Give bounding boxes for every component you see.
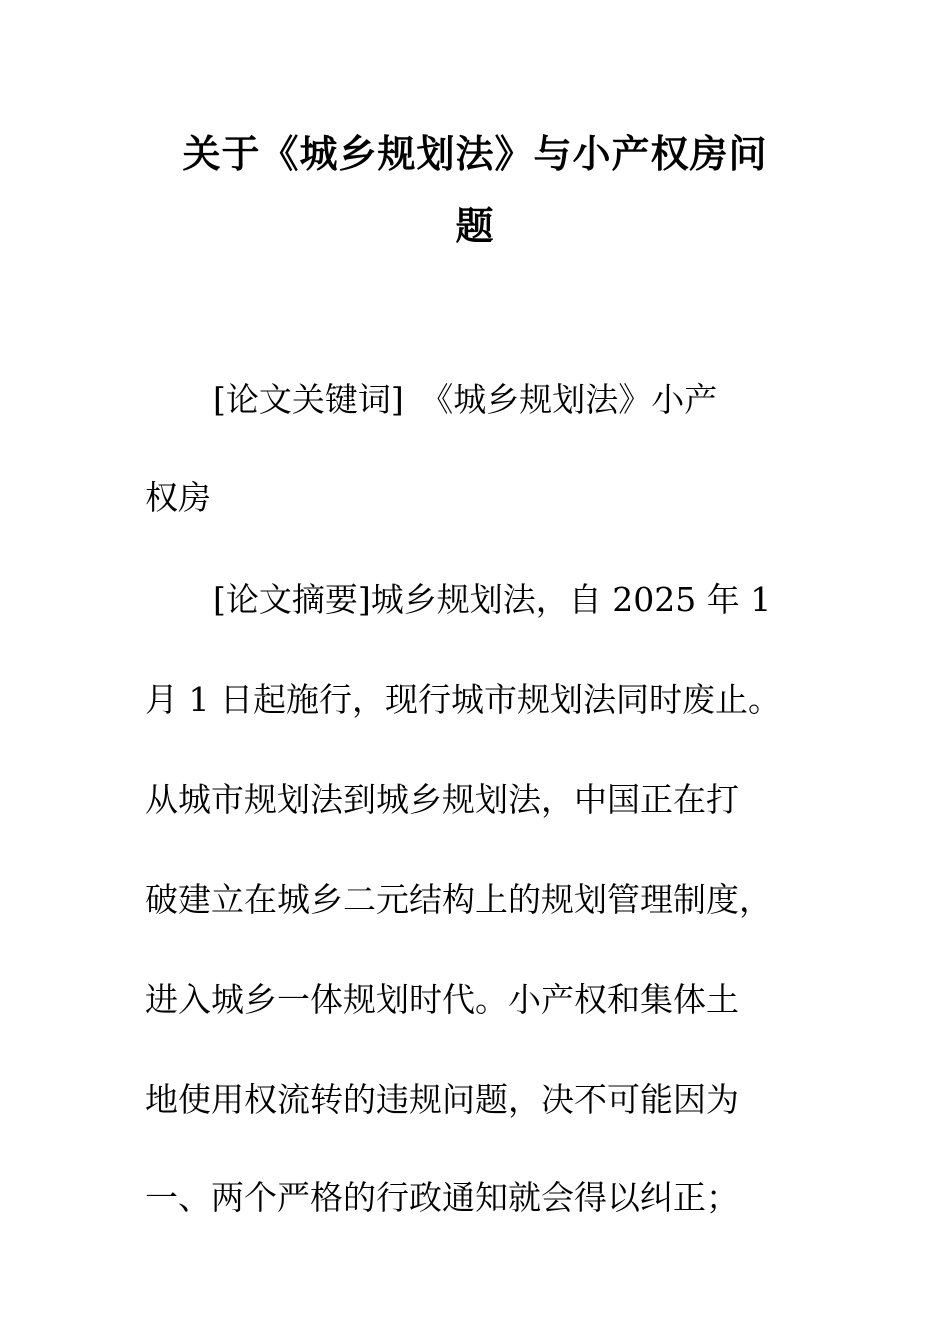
abstract-line-7: 一、两个严格的行政通知就会得以纠正； — [145, 1178, 739, 1217]
abstract-line-5: 进入城乡一体规划时代。小产权和集体土 — [145, 980, 739, 1019]
keywords-line-2: 权房 — [145, 478, 211, 517]
abstract-line-1: [论文摘要]城乡规划法，自 2025 年 1 — [213, 580, 772, 619]
keywords-line-1: [论文关键词] 《城乡规划法》小产 — [213, 380, 718, 419]
document-title-line-2: 题 — [455, 204, 495, 248]
abstract-line-3: 从城市规划法到城乡规划法，中国正在打 — [145, 780, 739, 819]
document-title-line-1: 关于《城乡规划法》与小产权房问 — [182, 132, 768, 176]
abstract-line-2: 月 1 日起施行，现行城市规划法同时废止。 — [145, 680, 781, 719]
abstract-line-6: 地使用权流转的违规问题，决不可能因为 — [145, 1080, 739, 1119]
abstract-line-4: 破建立在城乡二元结构上的规划管理制度， — [145, 880, 772, 919]
